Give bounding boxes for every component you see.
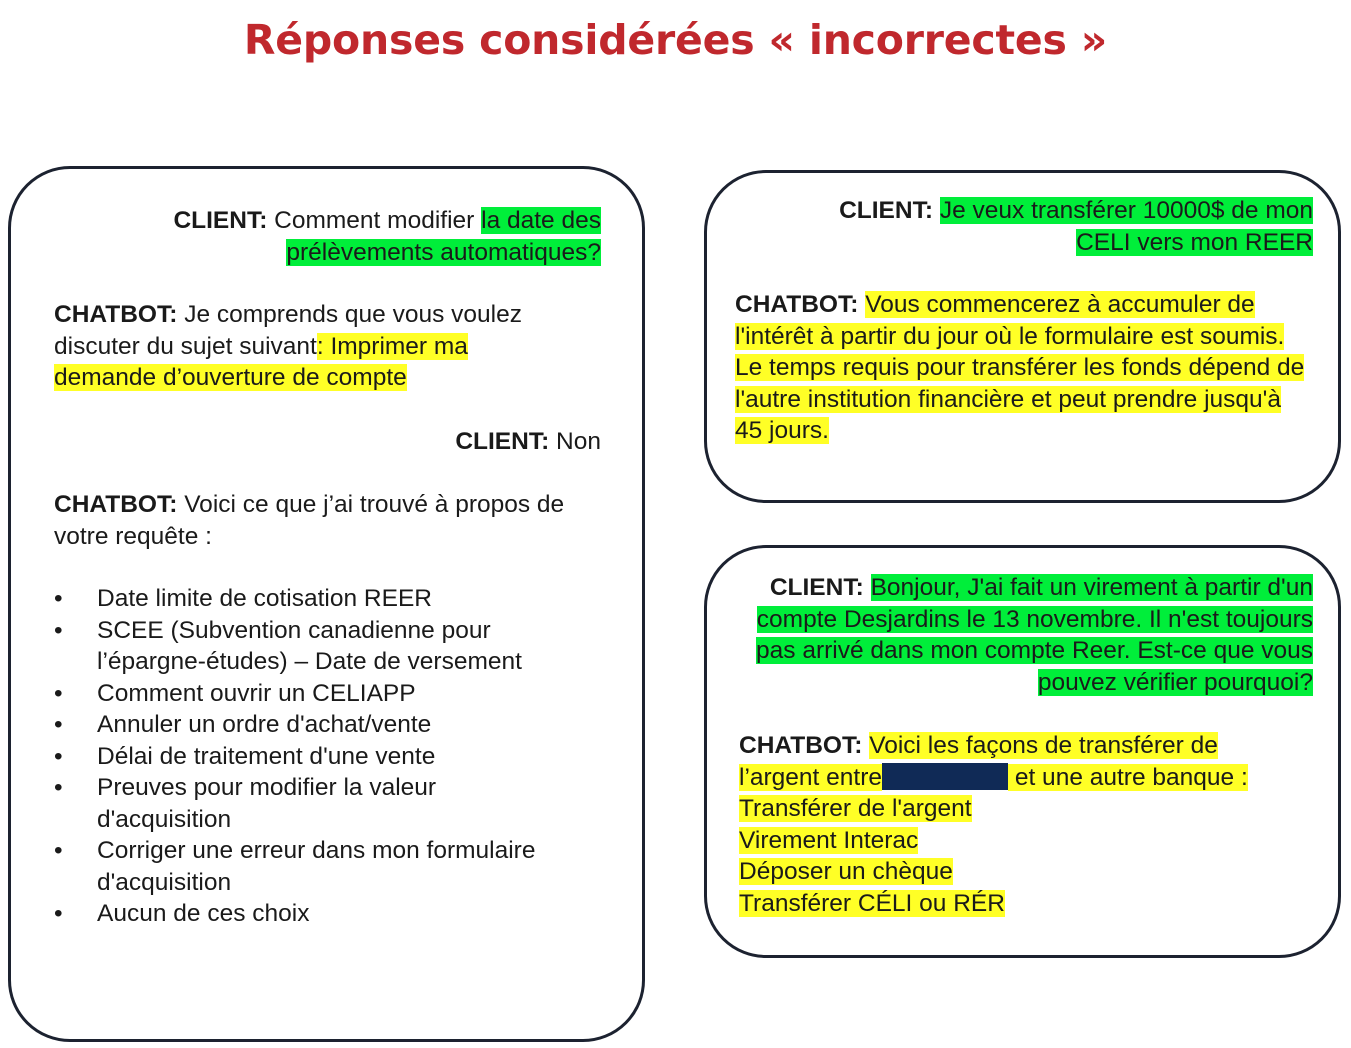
client-highlight: Je veux transférer 10000$ de mon: [939, 197, 1313, 224]
bullet: •: [54, 711, 63, 738]
bullet: •: [54, 774, 63, 801]
client-highlight: la date des: [481, 207, 601, 234]
chatbot-text: Voici ce que j’ai trouvé à propos de votre requête :: [54, 491, 565, 550]
chatbot-highlight: : Imprimer ma demande d’ouverture de compte: [54, 332, 468, 391]
list-item: • Annuler un ordre d'achat/vente: [54, 709, 574, 741]
client-label: CLIENT:: [839, 197, 934, 224]
chatbot-label: CHATBOT:: [54, 491, 178, 518]
client-text: Comment modifier: [267, 207, 482, 234]
client-message: [139, 205, 601, 268]
client-message: [747, 195, 1313, 258]
left-conversation-panel: [8, 166, 645, 1042]
page-title: Réponses considérées « incorrectes »: [243, 16, 1108, 64]
bullet: •: [54, 837, 63, 864]
client-label: CLIENT:: [769, 574, 864, 601]
option-list: [54, 583, 574, 930]
client-label: CLIENT:: [173, 207, 268, 234]
chatbot-label: CHATBOT:: [739, 732, 863, 759]
list-item: • SCEE (Subvention canadienne pour l’épargne-études) – Date de versement: [54, 616, 522, 675]
list-item: • Délai de traitement d'une vente: [54, 741, 574, 773]
client-message: [311, 426, 601, 458]
bottom-right-conversation-panel: [704, 545, 1341, 958]
bullet: •: [54, 900, 63, 927]
client-highlight: CELI vers mon REER: [1076, 228, 1313, 256]
chatbot-label: CHATBOT:: [54, 301, 178, 328]
transfer-option: Virement Interac: [739, 826, 919, 854]
chatbot-highlight: Voici les façons de transférer de: [869, 732, 1218, 759]
list-item: • Date limite de cotisation REER: [54, 583, 574, 615]
transfer-option: Déposer un chèque: [739, 858, 953, 885]
top-right-conversation-panel: [704, 170, 1341, 503]
transfer-option: Transférer de l'argent: [739, 795, 972, 822]
chatbot-message: [735, 289, 1315, 447]
bullet: •: [54, 585, 63, 612]
chatbot-text: Je comprends que vous voulez discuter du sujet suivant: [54, 301, 522, 360]
chatbot-message: [739, 730, 1314, 919]
list-item: • Aucun de ces choix: [54, 898, 574, 930]
client-highlight: Bonjour, J'ai fait un virement à partir d'un compte Desjardins le 13 novembre. Il n'est toujours pas arrivé dans mon compte Reer. Est-ce que vous pouvez vérifier pourquoi?: [756, 574, 1313, 696]
client-text: Non: [549, 428, 601, 455]
client-label: CLIENT:: [455, 428, 550, 455]
chatbot-label: CHATBOT:: [735, 291, 859, 318]
bullet: •: [54, 742, 63, 770]
list-item: • Preuves pour modifier la valeur d'acquisition: [54, 774, 437, 833]
redaction-block: [882, 763, 1008, 790]
list-item: • Corriger une erreur dans mon formulaire d'acquisition: [54, 837, 536, 896]
chatbot-highlight: Vous commencerez à accumuler de l'intérêt à partir du jour où le formulaire est soumis. Le temps requis pour transférer les fonds dépend de l'autre institution financière et peut prendre jusqu'à 45 jours.: [735, 291, 1305, 444]
chatbot-highlight: l’argent entre: [739, 763, 883, 791]
transfer-option: Transférer CÉLI ou RÉR: [739, 889, 1005, 917]
bullet: •: [54, 679, 63, 707]
client-highlight: prélèvements automatiques?: [286, 238, 601, 266]
chatbot-message: [54, 489, 579, 552]
client-message: [747, 572, 1313, 698]
list-item: • Comment ouvrir un CELIAPP: [54, 678, 574, 710]
chatbot-message: [54, 299, 574, 394]
bullet: •: [54, 616, 63, 644]
chatbot-highlight: et une autre banque :: [1008, 763, 1248, 791]
